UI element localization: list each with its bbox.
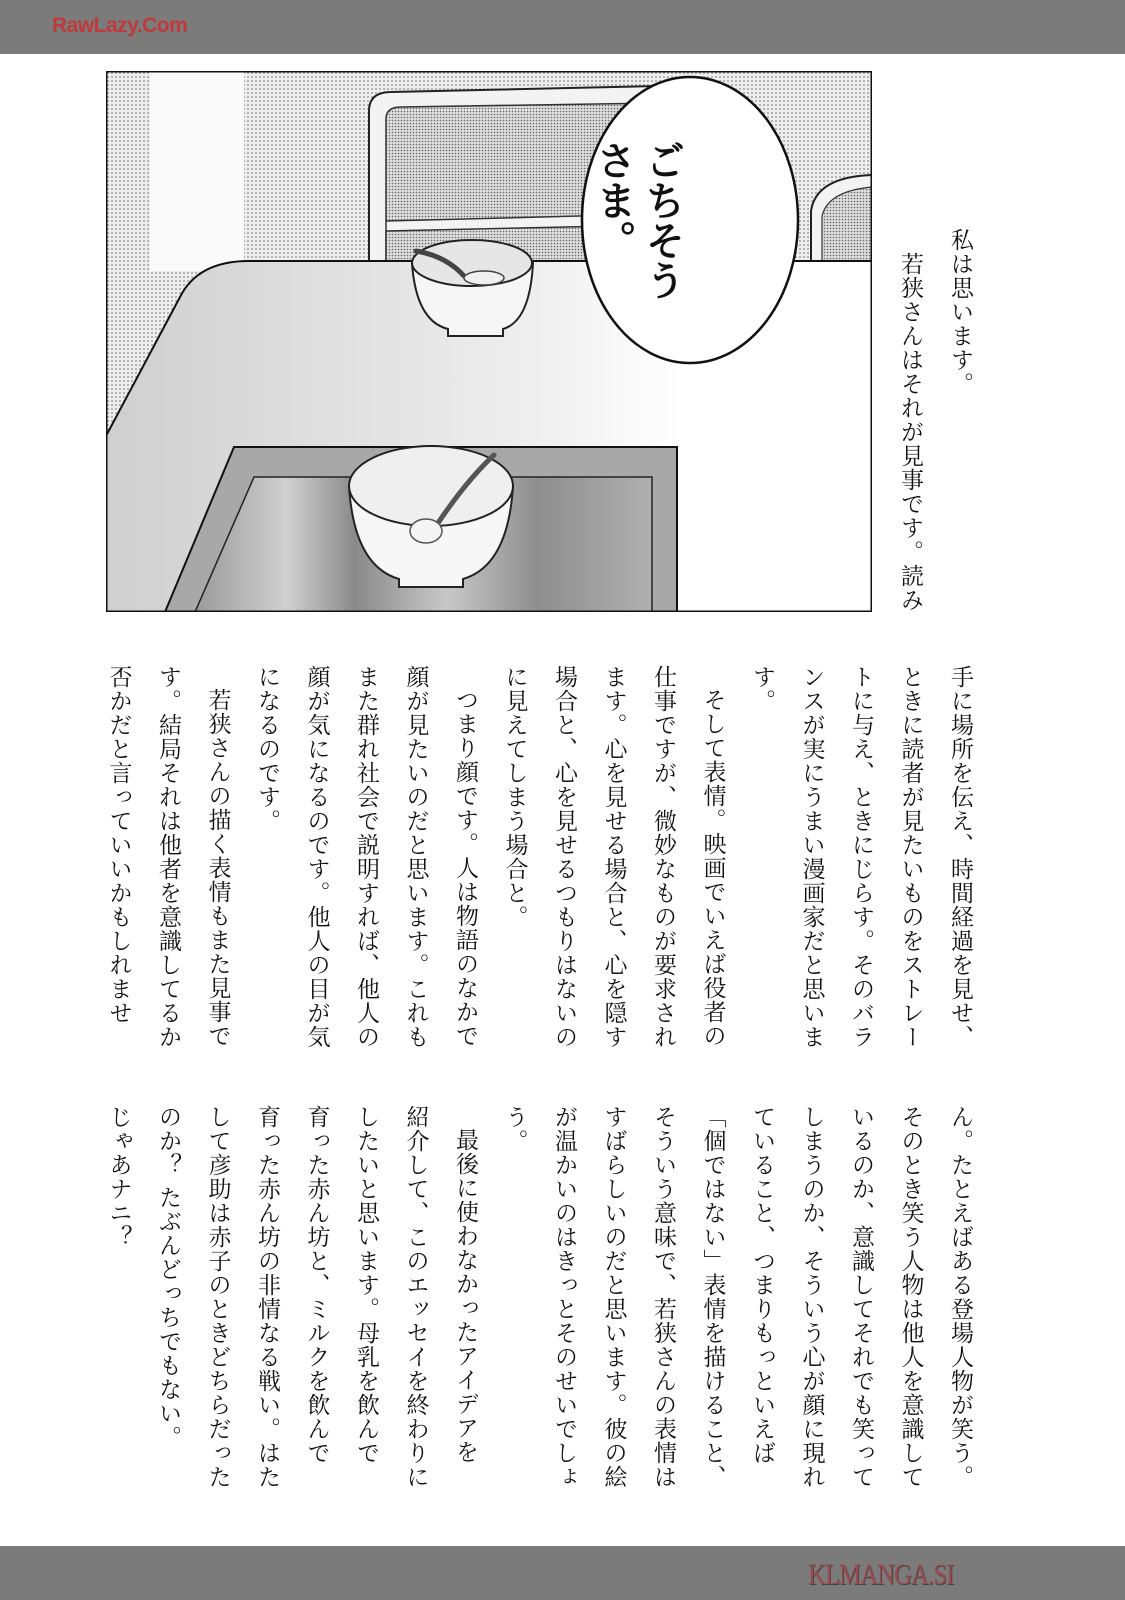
top-banner bbox=[0, 0, 1125, 54]
text-column: そして表情。映画でいえば役者の bbox=[699, 688, 726, 1048]
essay-upper-block bbox=[93, 665, 984, 1049]
manga-panel bbox=[106, 71, 872, 612]
text-column: 顔が見たいのだと思います。これも bbox=[402, 665, 429, 1049]
text-column: 否かだと言っていいかもしれませ bbox=[105, 665, 132, 1025]
text-column: ンスが実にうまい漫画家だと思いま bbox=[798, 665, 825, 1049]
text-column: 紹介して、このエッセイを終わりに bbox=[402, 1105, 429, 1489]
speech-line: ごちそう bbox=[639, 140, 685, 300]
text-column: 仕事ですが、微妙なものが要求され bbox=[650, 665, 676, 1049]
text-column: トに与え、ときにじらす。そのバラ bbox=[848, 665, 874, 1049]
panel-illustration bbox=[106, 71, 872, 612]
text-column: 場合と、心を見せるつもりはないの bbox=[551, 665, 577, 1049]
text-column: じゃあナニ？ bbox=[105, 1105, 132, 1249]
caption-line: 若狭さんはそれが見事です。読み bbox=[897, 252, 923, 612]
text-column: 手に場所を伝え、時間経過を見せ、 bbox=[947, 665, 973, 1049]
watermark-bottom: KLMANGA.SI bbox=[808, 1558, 954, 1591]
text-column: ていること、つまりもっといえば bbox=[749, 1105, 775, 1465]
text-column: 育った赤ん坊と、ミルクを飲んで bbox=[303, 1105, 330, 1465]
text-column: になるのです。 bbox=[254, 665, 280, 833]
text-column: 育った赤ん坊の非情なる戦い。はた bbox=[254, 1105, 280, 1489]
essay-lower-block bbox=[93, 1105, 984, 1489]
text-column: 最後に使わなかったアイデアを bbox=[452, 1128, 478, 1464]
text-column: ん。たとえばある登場人物が笑う。 bbox=[947, 1105, 973, 1489]
text-column: そういう意味で、若狭さんの表情は bbox=[650, 1105, 676, 1489]
text-column: が温かいのはきっとそのせいでしょ bbox=[551, 1105, 577, 1489]
text-column: また群れ社会で説明すれば、他人の bbox=[353, 665, 379, 1049]
text-column: して彦助は赤子のときどちらだった bbox=[204, 1105, 231, 1489]
speech-bubble-text bbox=[588, 140, 686, 300]
text-column: に見えてしまう場合と。 bbox=[501, 665, 528, 929]
text-column: すばらしいのだと思います。彼の絵 bbox=[600, 1105, 627, 1489]
text-column: のか？ たぶんどっちでもない。 bbox=[155, 1105, 181, 1450]
text-column: つまり顔です。人は物語のなかで bbox=[452, 688, 478, 1048]
text-column: そのとき笑う人物は他人を意識して bbox=[897, 1105, 924, 1489]
caption-text bbox=[885, 228, 985, 612]
text-column: ます。心を見せる場合と、心を隠す bbox=[600, 665, 627, 1049]
watermark-top: RawLazy.Com bbox=[52, 14, 188, 37]
text-column: しまうのか、そういう心が顔に現れ bbox=[798, 1105, 825, 1489]
text-column: 「個ではない」表情を描けること、 bbox=[699, 1105, 726, 1489]
caption-line: 私は思います。 bbox=[947, 228, 973, 396]
text-column: ときに読者が見たいものをストレー bbox=[897, 665, 924, 1049]
text-column: う。 bbox=[501, 1105, 528, 1153]
text-column: 若狭さんの描く表情もまた見事で bbox=[204, 688, 231, 1048]
text-column: いるのか、意識してそれでも笑って bbox=[848, 1105, 874, 1489]
text-column: 顔が気になるのです。他人の目が気 bbox=[303, 665, 330, 1049]
text-column: す。 bbox=[749, 665, 775, 713]
text-column: したいと思います。母乳を飲んで bbox=[353, 1105, 379, 1465]
bottom-banner bbox=[0, 1546, 1125, 1600]
text-column: す。結局それは他者を意識してるか bbox=[155, 665, 181, 1049]
wall-light-stripe bbox=[150, 71, 244, 271]
speech-line: さま。 bbox=[590, 140, 636, 260]
